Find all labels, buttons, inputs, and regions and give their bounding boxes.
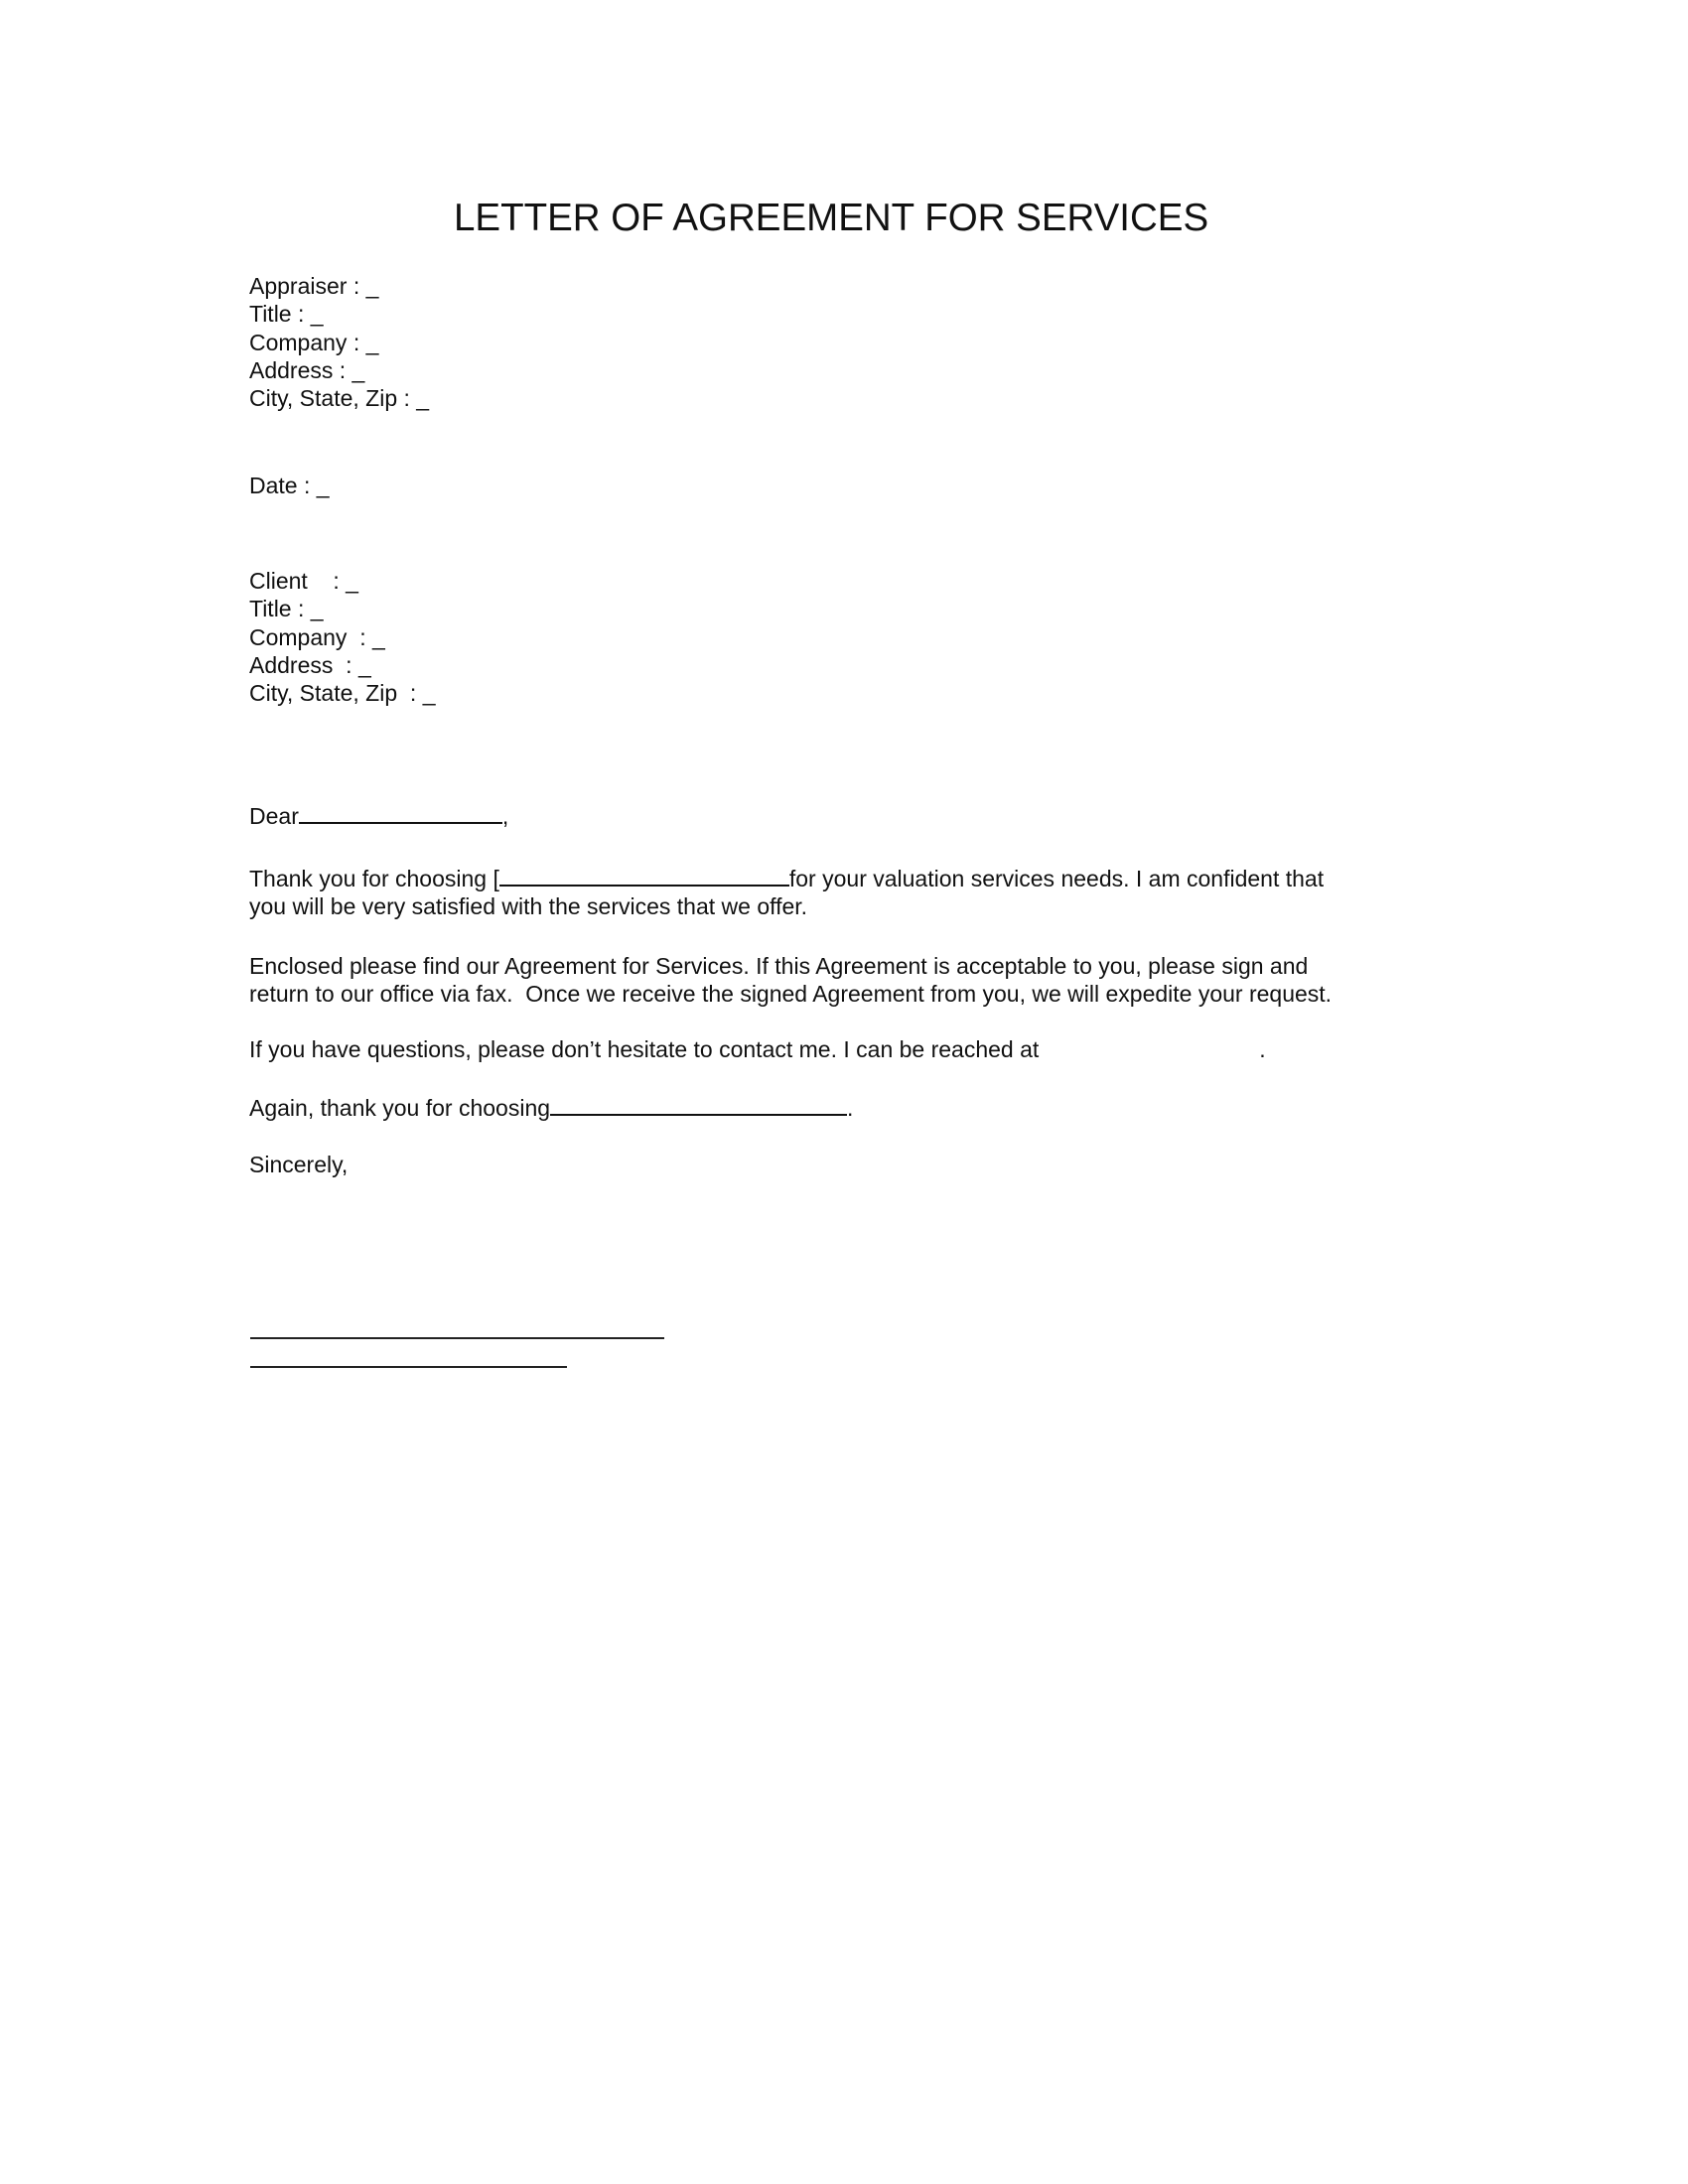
client-title-value[interactable]: _ xyxy=(310,596,324,622)
field-label: Date : xyxy=(249,473,317,498)
date-block xyxy=(249,472,330,499)
field-label: Address : xyxy=(249,651,358,678)
company-name-blank-2[interactable] xyxy=(550,1097,847,1116)
client-title-field xyxy=(249,595,435,622)
date-value[interactable]: _ xyxy=(316,473,330,498)
appraiser-title-value[interactable]: _ xyxy=(310,301,324,328)
closing-text: Sincerely, xyxy=(249,1152,349,1177)
field-label: Company : xyxy=(249,623,372,650)
closing xyxy=(249,1152,348,1179)
date-field xyxy=(249,472,330,499)
appraiser-field xyxy=(249,272,429,300)
appraiser-block xyxy=(249,272,429,412)
field-label: Client : xyxy=(249,568,347,594)
appraiser-city-state-zip-field xyxy=(249,384,429,412)
field-label: City, State, Zip : xyxy=(249,385,417,412)
enclosed-line1: Enclosed please find our Agreement for Services. If this Agreement is acceptable to you, please sign and xyxy=(249,953,1309,979)
enclosed-line2: return to our office via fax. Once we receive the signed Agreement from you, we will expedite your request. xyxy=(249,980,1333,1007)
client-city-state-zip-field xyxy=(249,679,435,707)
paragraph-contact xyxy=(249,1036,1266,1064)
thanks-line1-prefix: Thank you for choosing [ xyxy=(249,866,499,891)
appraiser-title-field xyxy=(249,300,429,328)
field-label: Title : xyxy=(249,301,311,328)
thanks-line2: you will be very satisfied with the services that we offer. xyxy=(249,892,808,919)
document-title: LETTER OF AGREEMENT FOR SERVICES xyxy=(454,197,1209,239)
contact-prefix: If you have questions, please don’t hesitate to contact me. I can be reached at xyxy=(249,1036,1040,1062)
salutation xyxy=(249,803,508,831)
client-company-field xyxy=(249,623,435,651)
field-label: Address : xyxy=(249,356,352,383)
appraiser-address-field xyxy=(249,356,429,384)
field-label: Company : xyxy=(249,329,366,355)
field-label: Title : xyxy=(249,596,311,622)
client-address-value[interactable]: _ xyxy=(357,651,371,678)
thanks-line1-suffix: for your valuation services needs. I am confident that xyxy=(788,866,1325,891)
paragraph-thanks xyxy=(249,866,1324,920)
recipient-name-blank[interactable] xyxy=(299,805,502,824)
salutation-comma: , xyxy=(501,803,509,829)
client-value[interactable]: _ xyxy=(346,568,358,594)
salutation-prefix: Dear xyxy=(249,803,299,829)
paragraph-enclosed xyxy=(249,953,1332,1008)
paragraph-again xyxy=(249,1095,853,1123)
appraiser-city-state-zip-value[interactable]: _ xyxy=(416,385,430,412)
client-company-value[interactable]: _ xyxy=(372,623,385,650)
contact-period: . xyxy=(1259,1036,1266,1062)
again-prefix: Again, thank you for choosing xyxy=(249,1095,551,1121)
client-address-field xyxy=(249,651,435,679)
appraiser-company-field xyxy=(249,329,429,356)
again-period: . xyxy=(847,1095,854,1121)
client-city-state-zip-value[interactable]: _ xyxy=(422,680,436,707)
signature-title-line[interactable] xyxy=(250,1366,567,1368)
client-block xyxy=(249,567,435,707)
signature-name-line[interactable] xyxy=(250,1337,664,1339)
field-label: Appraiser : xyxy=(249,273,366,299)
appraiser-company-value[interactable]: _ xyxy=(365,329,379,355)
client-field xyxy=(249,567,435,595)
appraiser-address-value[interactable]: _ xyxy=(352,356,365,383)
company-name-blank[interactable] xyxy=(499,868,789,887)
appraiser-value[interactable]: _ xyxy=(365,273,379,299)
field-label: City, State, Zip : xyxy=(249,680,423,707)
